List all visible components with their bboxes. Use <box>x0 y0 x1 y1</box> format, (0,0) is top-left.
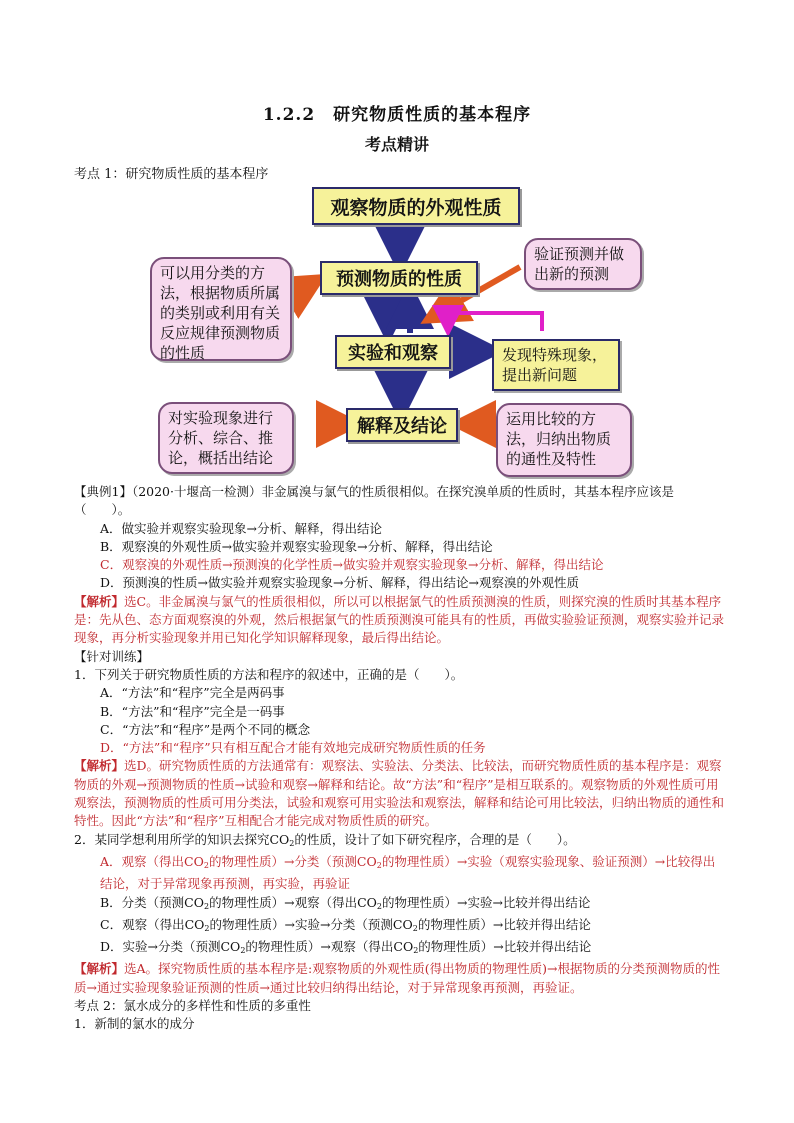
example-tag: 【典例1】 <box>74 484 132 499</box>
note-compare: 运用比较的方法，归纳出物质的通性及特性 <box>496 403 632 477</box>
step-experiment: 实验和观察 <box>335 335 451 369</box>
note-phenomenon: 发现特殊现象，提出新问题 <box>492 339 620 391</box>
analysis-tag: 【解析】 <box>74 961 125 977</box>
note-verify: 验证预测并做出新的预测 <box>524 238 642 290</box>
step-explain: 解释及结论 <box>346 408 458 442</box>
analysis-tag: 【解析】 <box>74 593 125 609</box>
point-2-heading: 考点 2：氯水成分的多样性和性质的多重性 <box>74 998 311 1014</box>
arrow-classify-predict <box>295 283 312 293</box>
point-2-item-1: 1．新制的氯水的成分 <box>74 1016 195 1032</box>
q1-analysis <box>74 757 724 830</box>
step-observe: 观察物质的外观性质 <box>312 187 520 225</box>
analysis-text: 选D。研究物质性质的方法通常有：观察法、实验法、分类法、比较法，而研究物质性质的基本程序是：观察物质的外观→预测物质的性质→试验和观察→解释和结论。故“方法”和“程序”是相互联系的。观察物质的外观性质可用观察法，预测物质的性质可用分类法，试验和观察可用实验法和观察法，解释和结论可用比较法，归纳出物质的通性和特性。因此“方法”和“程序”互相配合才能完成对物质性质的研究。 <box>74 758 725 829</box>
q1-option-d: D．“方法”和“程序”只有相互配合才能有效地完成研究物质性质的任务 <box>100 740 486 756</box>
q2-option-c: C．观察（得出$CO_2$的物理性质）→实验→分类（预测$CO_2$的物理性质）→比较并得出结论 <box>100 916 591 933</box>
q2-analysis <box>74 960 724 997</box>
question-1: 1．下列关于研究物质性质的方法和程序的叙述中，正确的是（ ）。 <box>74 666 464 682</box>
example-analysis <box>74 593 724 648</box>
q1-option-a: A．“方法”和“程序”完全是两码事 <box>100 685 285 701</box>
example-stem: （2020·十堰高一检测）非金属溴与氯气的性质很相似。在探究溴单质的性质时，其基本程序应该是（ ）。 <box>74 484 674 518</box>
analysis-tag: 【解析】 <box>74 758 125 774</box>
training-tag: 【针对训练】 <box>74 648 150 664</box>
q1-option-c: C．“方法”和“程序”是两个不同的概念 <box>100 721 311 737</box>
loop-arrow <box>448 313 542 331</box>
example-option-d: D．预测溴的性质→做实验并观察实验现象→分析、解释，得出结论→观察溴的外观性质 <box>100 575 579 591</box>
q2-option-b: B．分类（预测$CO_2$的物理性质）→观察（得出$CO_2$的物理性质）→实验→比较并得出结论 <box>100 894 591 911</box>
example-option-a: A．做实验并观察实验现象→分析、解释，得出结论 <box>100 520 383 536</box>
procedure-diagram <box>148 183 648 483</box>
example-option-c: C．观察溴的外观性质→预测溴的化学性质→做实验并观察实验现象→分析、解释，得出结论 <box>100 557 604 573</box>
note-classify: 可以用分类的方法，根据物质所属的类别或利用有关反应规律预测物质的性质 <box>150 257 292 361</box>
q1-option-b: B．“方法”和“程序”完全是一码事 <box>100 703 285 719</box>
analysis-text: 选A。探究物质性质的基本程序是:观察物质的外观性质(得出物质的物理性质)→根据物质的分类预测物质的性质→通过实验现象验证预测的性质→通过比较归纳得出结论，对于异常现象再预测，再验证。 <box>74 961 720 995</box>
section-subtitle: 考点精讲 <box>364 135 429 154</box>
example-option-b: B．观察溴的外观性质→做实验并观察实验现象→分析、解释，得出结论 <box>100 538 493 554</box>
note-analyze: 对实验现象进行分析、综合、推论，概括出结论 <box>158 402 294 474</box>
analysis-text: 选C。非金属溴与氯气的性质很相似，所以可以根据氯气的性质预测溴的性质，则探究溴的性质时其基本程序是：先从色、态方面观察溴的外观，然后根据氯气的性质预测溴可能具有的性质，再做实验验证预测，观察实验并记录现象，再分析实验现象并用已知化学知识解释现象，最后得出结论。 <box>74 593 725 646</box>
q2-option-d: D．实验→分类（预测$CO_2$的物理性质）→观察（得出$CO_2$的物理性质）→比较并得出结论 <box>100 939 592 956</box>
q2-option-a: A．观察（得出$CO_2$的物理性质）→分类（预测$CO_2$的物理性质）→实验（观察实验现象、验证预测）→比较得出结论，对于异常现象再预测，再实验，再验证 <box>100 853 716 892</box>
page-title: 1.2.2 研究物质性质的基本程序 <box>262 105 532 125</box>
point-1-heading: 考点 1：研究物质性质的基本程序 <box>74 167 269 182</box>
step-predict: 预测物质的性质 <box>320 261 478 295</box>
question-2: 2．某同学想利用所学的知识去探究$CO_2$的性质，设计了如下研究程序，合理的是（ ）。 <box>74 831 576 848</box>
main-content <box>74 483 724 1034</box>
example-1-stem <box>74 483 724 520</box>
